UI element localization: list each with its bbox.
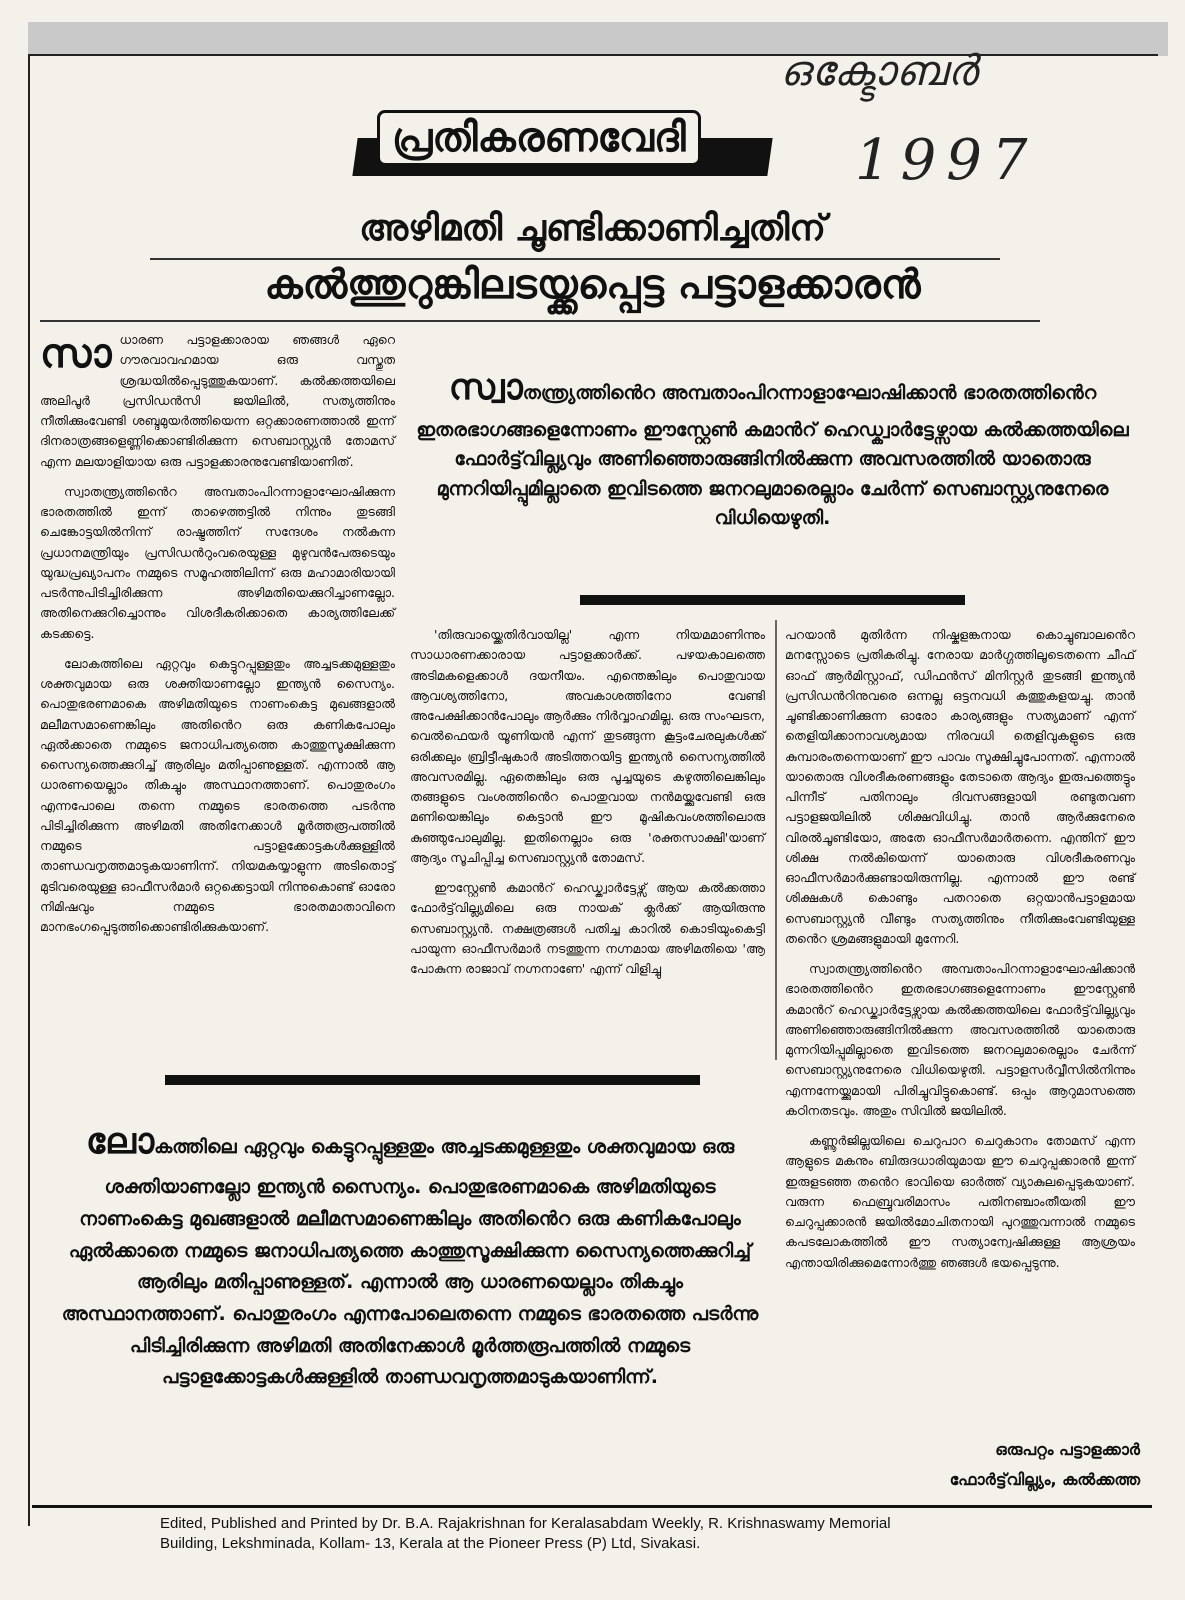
divider-bar	[580, 595, 965, 605]
imprint-line-2: Building, Lekshminada, Kollam- 13, Kerala at the Pioneer Press (P) Ltd, Sivakasi.	[160, 1534, 701, 1552]
bottom-rule	[32, 1505, 1152, 1508]
drop-cap: സാ	[40, 331, 112, 377]
signature-name: ഒരുപറ്റം പട്ടാളക്കാർ	[995, 1440, 1140, 1459]
headline-divider	[150, 258, 1000, 260]
paragraph: സ്വാതന്ത്ര്യത്തിൻെറ അമ്പതാംപിറന്നാളാഘോഷിക്കുന്ന ഭാരതത്തിൽ ഇന്ന് താഴെത്തട്ടിൽ നിന്നും തുടങ്ങി ചെങ്കോട്ടയിൽനിന്ന് രാഷ്ട്രത്തിന് സന്ദേശം നൽകുന്ന പ്രധാനമന്ത്രിയും പ്രസിഡൻറുംവരെയുള്ള മുഴുവൻപേരുടെയും യുദ്ധപ്രഖ്യാപനം നമ്മുടെ സമൂഹത്തിലിന്ന് ഒരു മഹാമാരിയായി പടർന്നുപിടിച്ചിരിക്കുന്ന അഴിമതിയെക്കുറിച്ചാണല്ലോ. അതിനെക്കുറിച്ചൊന്നും വിശദീകരിക്കാതെ കാര്യത്തിലേക്ക് കടക്കട്ടെ.	[40, 483, 395, 641]
pull-quote-lead: ലോ	[85, 1121, 155, 1162]
headline-underline	[40, 320, 1040, 322]
signature-place: ഫോർട്ട്‌വില്ല്യം, കൽക്കത്ത	[949, 1470, 1140, 1490]
paragraph-text: ധാരണ പട്ടാളക്കാരായ ഞങ്ങൾ ഏറെ ഗൗരവാവഹമായ ഒരു വസ്തുത ശ്രദ്ധയിൽപ്പെടുത്തുകയാണ്. കൽക്കത്തയിലെ അലിപൂർ പ്രസിഡൻസി ജയിലിൽ, സത്യത്തിനും നീതിക്കുംവേണ്ടി ശബ്ദമുയർത്തിയെന്ന ഒറ്റക്കാരണത്താൽ ഇന്ന് ദിനരാത്രങ്ങളെണ്ണിക്കൊണ്ടിരിക്കുന്ന സെബാസ്റ്റ്യൻ തോമസ് എന്ന മലയാളിയായ ഒരു പട്ടാളക്കാരനുവേണ്ടിയാണിത്.	[40, 332, 395, 469]
article-column-1	[40, 330, 395, 947]
pull-quote-bottom	[55, 1112, 765, 1394]
pull-quote-text: കത്തിലെ ഏറ്റവും കെട്ടുറപ്പുള്ളതും അച്ചടക്കമുള്ളതും ശക്തവുമായ ഒരു ശക്തിയാണല്ലോ ഇന്ത്യൻ സൈന്യം. പൊതുഭരണമാകെ അഴിമതിയുടെ നാണംകെട്ട മുഖങ്ങളാൽ മലീമസമാണെങ്കിലും അതിൻെറ ഒരു കണികപോലും ഏൽക്കാതെ നമ്മുടെ ജനാധിപത്യത്തെ കാത്തുസൂക്ഷിക്കുന്ന സൈന്യത്തെക്കുറിച്ച് ആരിലും മതിപ്പാണുള്ളത്. എന്നാൽ ആ ധാരണയെല്ലാം തികച്ചും അസ്ഥാനത്താണ്. പൊതുരംഗം എന്നപോലെതന്നെ നമ്മുടെ ഭാരതത്തെ പടർന്നു പിടിച്ചിരിക്കുന്ന അഴിമതി അതിനേക്കാൾ മൂർത്തരൂപത്തിൽ നമ്മുടെ പട്ടാളക്കോട്ടകൾക്കുള്ളിൽ താണ്ഡവനൃത്തമാടുകയാണിന്ന്.	[61, 1136, 759, 1389]
imprint-line-1: Edited, Published and Printed by Dr. B.A. Rajakrishnan for Keralasabdam Weekly, R. Krishnaswamy Memorial	[160, 1515, 891, 1532]
paragraph: സ്വാതന്ത്ര്യത്തിൻെറ അമ്പതാംപിറന്നാളാഘോഷിക്കാൻ ഭാരതത്തിൻെറ ഇതരഭാഗങ്ങളെന്നോണം ഈസ്റ്റേൺ കമാൻറ് ഹെഡ്ക്വാർട്ടേഴ്സായ കൽക്കത്തയിലെ ഫോർട്ട്‌വില്ല്യവും അണിഞ്ഞൊരുങ്ങിനിൽക്കുന്ന അവസരത്തിൽ യാതൊരു മുന്നറിയിപ്പുമില്ലാതെ ഇവിടത്തെ ജനറലുമാരെല്ലാം ചേർന്ന് സെബാസ്റ്റ്യനുനേരെ വിധിയെഴുതി. പട്ടാളസർവ്വീസിൽനിന്നും എന്നന്നേയ്ക്കുമായി പിരിച്ചുവിട്ടുകൊണ്ട്. ഒപ്പം ആറുമാസത്തെ കഠിനതടവും. അതും സിവിൽ ജയിലിൽ.	[785, 961, 1135, 1118]
top-grey-band	[28, 22, 1168, 56]
paragraph: കണ്ണൂർജില്ലയിലെ ചെറുപാറ ചെറുകാനം തോമസ് എന്ന ആളുടെ മകനും ബിരുദധാരിയുമായ ഈ ചെറുപ്പക്കാരൻ ഇന്ന് ഇരുളടഞ്ഞ തൻെറ ഭാവിയെ ഓർത്ത് വ്യാകുലപ്പെടുകയാണ്. വരുന്ന ഫെബ്രുവരിമാസം പതിനഞ്ചാംതീയതി ഈ ചെറുപ്പക്കാരൻ ജയിൽമോചിതനായി പുറത്തുവന്നാൽ നമ്മുടെ കപടലോകത്തിൽ ഈ സത്യാന്വേഷിക്കുള്ള ആശ്രയം എന്തായിരിക്കുമെന്നോർത്തു ഞങ്ങൾ ഭയപ്പെടുന്നു.	[785, 1133, 1135, 1270]
article-column-2	[410, 625, 765, 989]
article-column-3	[785, 625, 1135, 1283]
paragraph: ലോകത്തിലെ ഏറ്റവും കെട്ടുറപ്പുള്ളതും അച്ചടക്കമുള്ളതും ശക്തവുമായ ഒരു ശക്തിയാണല്ലോ ഇന്ത്യൻ സൈന്യം. പൊതുഭരണമാകെ അഴിമതിയുടെ നാണംകെട്ട മുഖങ്ങളാൽ മലീമസമാണെങ്കിലും അതിൻെറ ഒരു കണികപോലും ഏൽക്കാതെ നമ്മുടെ ജനാധിപത്യത്തെ കാത്തുസൂക്ഷിക്കുന്ന സൈന്യത്തെക്കുറിച്ച് ആരിലും മതിപ്പാണുള്ളത്. എന്നാൽ ആ ധാരണയെല്ലാം തികച്ചും അസ്ഥാനത്താണ്. പൊതുരംഗം എന്നപോലെ തന്നെ നമ്മുടെ ഭാരതത്തെ പടർന്നു പിടിച്ചിരിക്കുന്ന അഴിമതി അതിനേക്കാൾ മൂർത്തരൂപത്തിൽ നമ്മുടെ പട്ടാളക്കോട്ടകൾക്കുള്ളിൽ താണ്ഡവനൃത്തമാടുകയാണിന്ന്. നിയമകയ്യാളുന്ന അടിതൊട്ട് മുടിവരെയുള്ള ഓഫീസർമാർ ഒറ്റക്കെട്ടായി നിന്നുകൊണ്ട് ഓരോ നിമിഷവും നമ്മുടെ ഭാരതമാതാവിനെ മാനഭംഗപ്പെടുത്തിക്കൊണ്ടിരിക്കുകയാണ്.	[40, 655, 395, 934]
handwritten-year: 1997	[855, 128, 1038, 193]
pull-quote-top	[415, 360, 1130, 534]
paragraph: പറയാൻ മുതിർന്ന നിഷ്കളങ്കനായ കൊച്ചുബാലൻെറ മനസ്സോടെ പ്രതികരിച്ചു. നേരായ മാർഗ്ഗത്തിലൂടെതന്നെ ചീഫ് ഓഫ് ആർമിസ്റ്റാഫ്, ഡിഫൻസ് മിനിസ്റ്റർ തുടങ്ങി ഇന്ത്യൻ പ്രസിഡൻറിനുവരെ ഒന്നല്ല ഒട്ടനവധി കത്തുകളയച്ചു. താൻ ചൂണ്ടിക്കാണിക്കുന്ന ഓരോ കാര്യങ്ങളും സത്യമാണ് എന്ന് തെളിയിക്കാനാവശ്യമായ നിരവധി തെളിവുകളുടെ ഒരു കുമ്പാരംതന്നെയാണ് ഈ പാവം സൂക്ഷിച്ചുപോന്നത്. എന്നാൽ യാതൊരു വിശദീകരണങ്ങളും തേടാതെ ആദ്യം ഇരുപത്തെട്ടും പിന്നീട് പതിനാലും ദിവസങ്ങളായി രണ്ടുതവണ പട്ടാളജയിലിൽ ശിക്ഷവിധിച്ചു. താൻ ആർക്കുനേരെ വിരൽചൂണ്ടിയോ, അതേ ഓഫീസർമാർതന്നെ. എന്തിന് ഈ ശിക്ഷ നൽകിയെന്ന് യാതൊരു വിശദീകരണവും ഓഫീസർമാർക്കുണ്ടായിരുന്നില്ല. എന്നാൽ ഈ രണ്ട് ശിക്ഷകൾ കൊണ്ടും പതറാതെ ഒറ്റയാൻപട്ടാളമായ സെബാസ്റ്റ്യൻ വീണ്ടും സത്യത്തിനും നീതിക്കുംവേണ്ടിയുള്ള തൻെറ ശ്രമങ്ങളുമായി മുന്നേറി.	[785, 627, 1135, 946]
imprint-footer	[160, 1514, 1060, 1553]
section-logo	[355, 110, 770, 180]
signature-block	[890, 1435, 1140, 1496]
paragraph	[40, 330, 395, 472]
headline-line-1: അഴിമതി ചൂണ്ടിക്കാണിച്ചതിന്	[359, 208, 826, 249]
divider-bar	[165, 1075, 700, 1085]
handwritten-month: ഒക്ടോബർ	[780, 46, 978, 95]
paragraph: ഈസ്റ്റേൺ കമാൻറ് ഹെഡ്ക്വാർട്ടേഴ്സ് ആയ കൽക്കത്താ ഫോർട്ട്‌വില്ല്യമിലെ ഒരു നായക് ക്ലർക്ക് ആയിരുന്നു സെബാസ്റ്റ്യൻ. നക്ഷത്രങ്ങൾ പതിച്ച കാറിൽ കൊടിയുംകെട്ടി പായുന്ന ഓഫീസർമാർ നടത്തുന്ന നഗ്നമായ അഴിമതിയെ 'ആ പോകുന്ന രാജാവ് നഗ്നനാണേ' എന്ന് വിളിച്ചു	[410, 880, 765, 976]
section-logo-text: പ്രതികരണവേദി	[377, 110, 701, 166]
headline-line-2: കൽത്തുറുങ്കിലടയ്ക്കപ്പെട്ട പട്ടാളക്കാരൻ	[264, 262, 921, 308]
pull-quote-lead: സ്വാ	[448, 367, 523, 408]
column-divider	[775, 620, 777, 1060]
paragraph: 'തിരുവായ്ക്കെതിർവായില്ല' എന്ന നിയമമാണിന്നും സാധാരണക്കാരായ പട്ടാളക്കാർക്ക്. പഴയകാലത്തെ അടിമകളെക്കാൾ ദയനീയം. എന്തെങ്കിലും പൊതുവായ ആവശ്യത്തിനോ, അവകാശത്തിനോ വേണ്ടി അപേക്ഷിക്കാൻപോലും ആർക്കും നിർവ്വാഹമില്ല. ഒരു സംഘടന, വെൽഫെയർ യൂണിയൻ എന്ന് തുടങ്ങുന്ന കൂട്ടംചേരലുകൾക്ക് ഒരിക്കലും ബ്രിട്ടീഷുകാർ അടിത്തറയിട്ട ഇന്ത്യൻ സൈന്യത്തിൽ അവസരമില്ല. ഏതെങ്കിലും ഒരു പൂച്ചയുടെ കഴുത്തിലെങ്കിലും തങ്ങളുടെ വംശത്തിൻെറ പൊതുവായ നൻമയ്ക്കുവേണ്ടി ഒരു മണിയെങ്കിലും കെട്ടാൻ ഈ മൂഷികവംശത്തിലൊരു കുഞ്ഞുപോലുമില്ല. ഇതിനെല്ലാം ഒരു 'രക്തസാക്ഷി'യാണ് ആദ്യം സൂചിപ്പിച്ച സെബാസ്റ്റ്യൻ തോമസ്.	[410, 627, 765, 865]
pull-quote-text: തന്ത്ര്യത്തിൻെറ അമ്പതാംപിറന്നാളാഘോഷിക്കാൻ ഭാരതത്തിൻെറ ഇതരഭാഗങ്ങളെന്നോണം ഈസ്റ്റേൺ കമാൻറ് ഹെഡ്ക്വാർട്ടേഴ്സായ കൽക്കത്തയിലെ ഫോർട്ട്‌വില്ല്യവും അണിഞ്ഞൊരുങ്ങിനിൽക്കുന്ന അവസരത്തിൽ യാതൊരു മുന്നറിയിപ്പുമില്ലാതെ ഇവിടത്തെ ജനറലുമാരെല്ലാം ചേർന്ന് സെബാസ്റ്റ്യനുനേരെ വിധിയെഴുതി.	[416, 382, 1129, 530]
